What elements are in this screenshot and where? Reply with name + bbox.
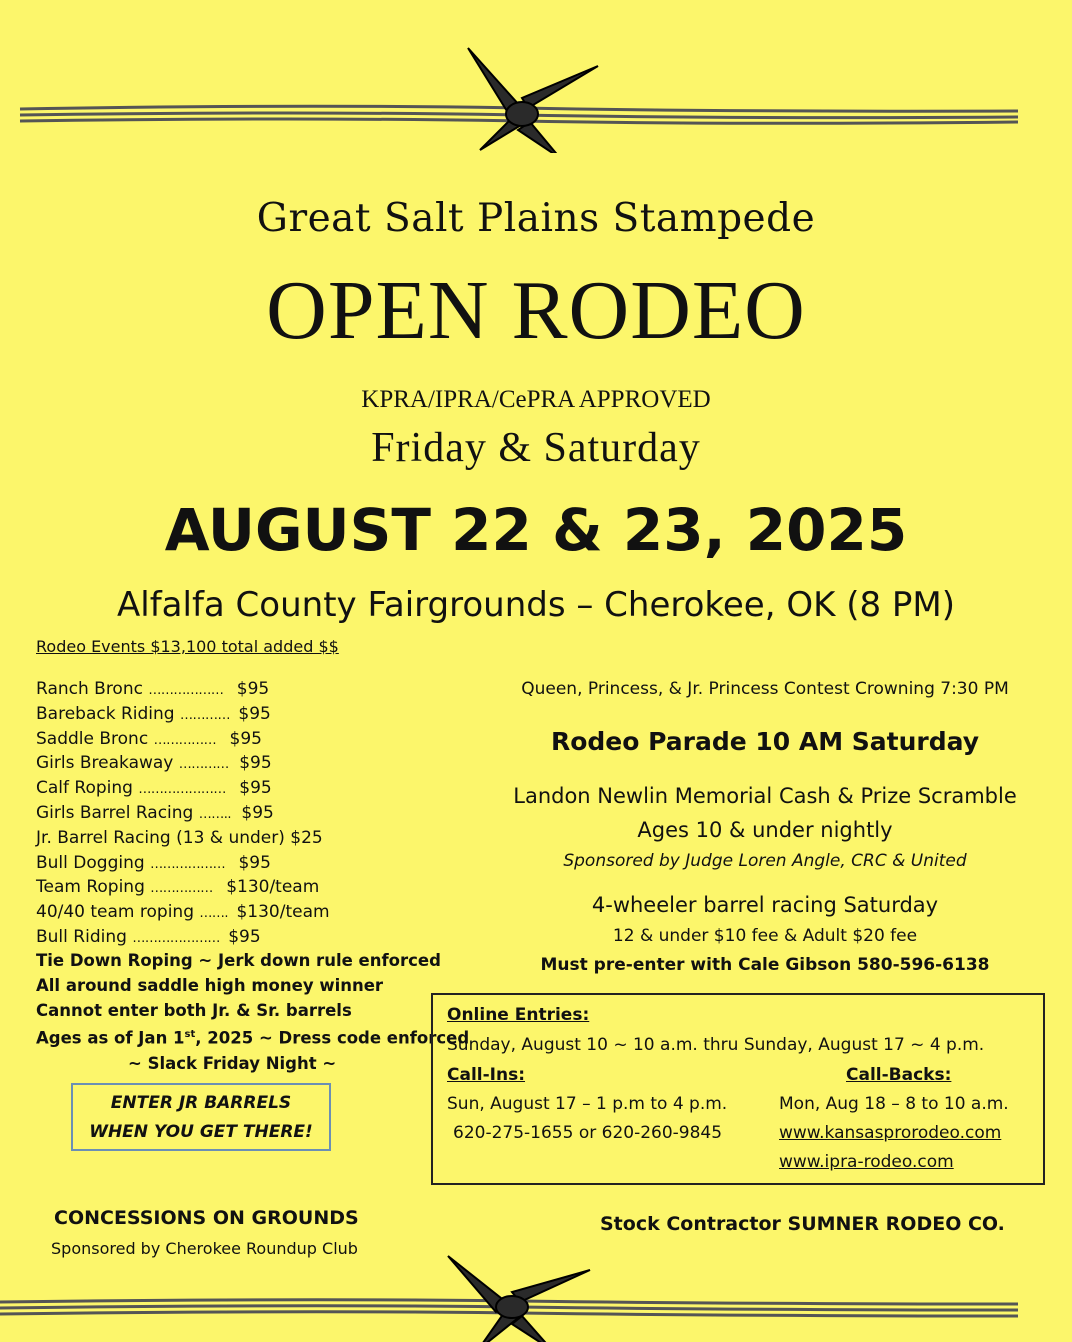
- event-dots: ……………: [150, 881, 213, 897]
- event-fee: $130/team: [226, 877, 320, 898]
- list-item: [36, 900, 436, 925]
- event-days: Friday & Saturday: [371, 425, 701, 471]
- event-fee: $130/team: [236, 902, 330, 923]
- event-fee: $95: [229, 728, 262, 749]
- online-entries-dates: Sunday, August 10 ~ 10 a.m. thru Sunday, August 17 ~ 4 p.m.: [447, 1035, 985, 1055]
- rule-ages: [36, 1023, 470, 1051]
- jr-barrels-line2: WHEN YOU GET THERE!: [89, 1122, 313, 1142]
- event-fee: $95: [228, 926, 261, 947]
- event-name: Ranch Bronc: [36, 679, 143, 699]
- call-ins-label: Call-Ins:: [447, 1065, 526, 1085]
- event-dots: …………………: [138, 782, 226, 798]
- event-name: 40/40 team roping: [36, 902, 194, 923]
- event-name: Saddle Bronc: [36, 728, 149, 749]
- website-kansas-link[interactable]: www.kansasprorodeo.com: [779, 1123, 1002, 1143]
- call-ins-phones: 620-275-1655 or 620-260-9845: [453, 1123, 723, 1143]
- rodeo-parade: Rodeo Parade 10 AM Saturday: [550, 727, 980, 756]
- barbed-wire-bottom-icon: [0, 1240, 1072, 1342]
- call-backs-label: Call-Backs:: [846, 1065, 952, 1085]
- event-name: Jr. Barrel Racing (13 & under): [36, 827, 285, 848]
- list-item: [36, 702, 436, 727]
- event-fee: $95: [239, 778, 272, 799]
- event-name: Bull Riding: [36, 926, 127, 947]
- wheeler-fees: 12 & under $10 fee & Adult $20 fee: [612, 926, 918, 946]
- event-dots: …………………: [132, 930, 220, 946]
- event-fee: $95: [241, 802, 274, 823]
- event-name: Bareback Riding: [36, 703, 175, 724]
- scramble-ages: Ages 10 & under nightly: [637, 818, 893, 842]
- event-dots: ………………: [148, 683, 224, 698]
- rule-slack: ~ Slack Friday Night ~: [128, 1053, 337, 1073]
- approval-text: KPRA/IPRA/CePRA APPROVED: [361, 386, 711, 413]
- scramble-title: Landon Newlin Memorial Cash & Prize Scramble: [513, 784, 1017, 808]
- barbed-wire-top-icon: [0, 18, 1072, 153]
- list-item: [36, 925, 436, 950]
- event-dots: …………: [178, 757, 229, 773]
- jr-barrels-notice: [71, 1083, 331, 1151]
- rule-ages-suffix: , 2025 ~ Dress code enforced: [195, 1028, 470, 1048]
- concessions-sponsor: Sponsored by Cherokee Roundup Club: [51, 1239, 358, 1258]
- jr-barrels-line1: ENTER JR BARRELS: [110, 1093, 292, 1113]
- wheeler-pre-enter: Must pre-enter with Cale Gibson 580-596-6138: [540, 955, 990, 975]
- list-item: [36, 801, 436, 826]
- scramble-sponsor: Sponsored by Judge Loren Angle, CRC & United: [563, 851, 967, 871]
- event-list: [36, 677, 436, 950]
- event-dots: ……………: [153, 732, 217, 748]
- rule-ages-sup: st: [184, 1029, 196, 1041]
- online-entries-label: Online Entries:: [447, 1005, 590, 1025]
- rule-all-around: All around saddle high money winner: [36, 975, 384, 995]
- list-item: [36, 851, 436, 876]
- event-name: Girls Barrel Racing: [36, 802, 194, 823]
- list-item: [36, 677, 436, 702]
- event-name: Bull Dogging: [36, 852, 145, 873]
- event-fee: $95: [236, 679, 270, 699]
- event-venue: Alfalfa County Fairgrounds – Cherokee, OK (8 PM): [116, 585, 956, 625]
- concessions-title: CONCESSIONS ON GROUNDS: [54, 1207, 359, 1229]
- entries-box: [431, 993, 1045, 1185]
- event-name: Girls Breakaway: [36, 753, 174, 774]
- stock-contractor: Stock Contractor SUMNER RODEO CO.: [600, 1213, 1005, 1235]
- page-title: OPEN RODEO: [266, 264, 806, 357]
- wheeler-title: 4-wheeler barrel racing Saturday: [591, 893, 939, 917]
- rules-block: [36, 949, 470, 1076]
- event-dots: ………………: [150, 856, 226, 872]
- event-dots: …….: [199, 906, 229, 922]
- list-item: [36, 727, 436, 752]
- event-name: Team Roping: [36, 877, 145, 898]
- event-dots: …………: [179, 707, 230, 723]
- event-name: Calf Roping: [36, 778, 133, 799]
- event-subtitle: Great Salt Plains Stampede: [256, 196, 816, 241]
- event-fee: $95: [239, 753, 272, 774]
- call-ins-time: Sun, August 17 – 1 p.m to 4 p.m.: [447, 1094, 728, 1114]
- rule-barrels: Cannot enter both Jr. & Sr. barrels: [36, 1000, 352, 1020]
- rule-ages-prefix: Ages as of Jan 1: [36, 1028, 185, 1048]
- website-ipra-link[interactable]: www.ipra-rodeo.com: [779, 1152, 954, 1172]
- list-item: [36, 776, 436, 801]
- event-fee: $95: [238, 852, 271, 873]
- rule-tie-down: Tie Down Roping ~ Jerk down rule enforced: [36, 951, 441, 970]
- event-fee: $95: [238, 703, 271, 724]
- queen-contest: Queen, Princess, & Jr. Princess Contest Crowning 7:30 PM: [521, 679, 1009, 699]
- list-item: [36, 875, 436, 900]
- event-dates: AUGUST 22 & 23, 2025: [164, 496, 908, 564]
- events-header: Rodeo Events $13,100 total added $$: [36, 637, 339, 656]
- event-fee: $25: [290, 827, 323, 848]
- list-item: [36, 751, 436, 776]
- call-backs-time: Mon, Aug 18 – 8 to 10 a.m.: [779, 1094, 1009, 1114]
- event-dots: ……..: [198, 806, 232, 822]
- list-item: [36, 826, 436, 851]
